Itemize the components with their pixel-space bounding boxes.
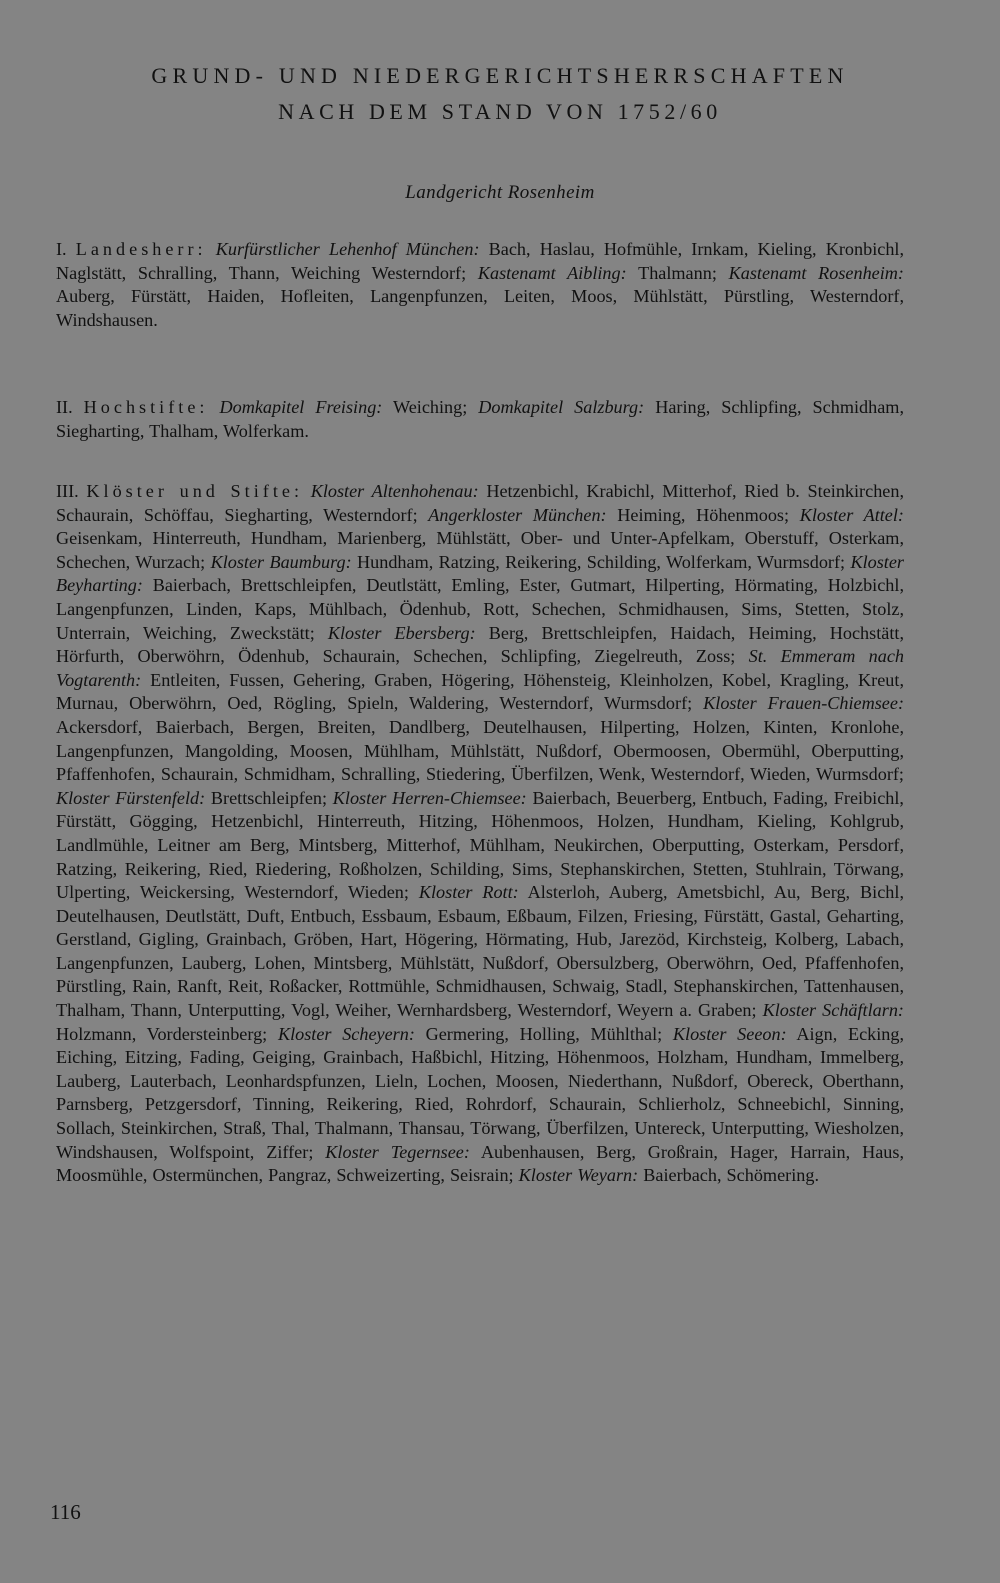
place-list: Aubenhausen, Berg, Großrain, Hager, Harrain, Haus, Moosmühle, Ostermünchen, Pangraz, Schweizerting, Seisrain; (56, 1141, 904, 1186)
section-number: III. (56, 481, 87, 501)
owner-label: Kastenamt Aibling: (477, 262, 627, 283)
owner-label: Kloster Fürstenfeld: (56, 787, 206, 808)
place-list: Haring, Schlipfing, Schmidham, Siegharting, Thalham, Wolferkam. (56, 397, 904, 441)
place-list: Entleiten, Fussen, Gehering, Graben, Högering, Höhensteig, Kleinholzen, Kobel, Kragling, Kreut, Murnau, Oberwöhrn, Oed, Rögling, Spieln, Waldering, Westerndorf, Wurmsdorf; (56, 669, 904, 714)
section-kloester-und-stifte (56, 480, 904, 1188)
place-list: Hetzenbichl, Krabichl, Mitterhof, Ried b. Steinkirchen, Schaurain, Schöffau, Siegharting, Westerndorf; (56, 481, 904, 525)
owner-label: Kloster Rott: (418, 882, 519, 903)
owner-label: Domkapitel Freising: (219, 397, 383, 417)
place-list: Baierbach, Brettschleipfen, Deutlstätt, Emling, Ester, Gutmart, Hilperting, Hörmating, Holzbichl, Langenpfunzen, Linden, Kaps, Mühlbach, Ödenhub, Rott, Schechen, Schmidhausen, Sims, Stetten, Stolz, Unterrain, Weiching, Zweckstätt; (56, 575, 904, 643)
owner-label: Domkapitel Salzburg: (478, 397, 645, 417)
section-hochstifte (56, 396, 904, 443)
owner-label: Kloster Scheyern: (277, 1023, 415, 1044)
place-list: Holzmann, Vordersteinberg; (56, 1023, 278, 1044)
place-list: Heiming, Höhenmoos; (606, 504, 800, 525)
section-subtitle: Landgericht Rosenheim (405, 182, 595, 203)
owner-label: Kloster Weyarn: (518, 1165, 639, 1186)
place-list: Brettschleipfen; (205, 787, 333, 808)
owner-label: Kloster Tegernsee: (325, 1141, 470, 1162)
section-heading: Hochstifte: (83, 397, 209, 417)
place-list: Ackersdorf, Baierbach, Bergen, Breiten, Dandlberg, Deutelhausen, Hilperting, Holzen, Kinten, Kronlohe, Langenpfunzen, Mangolding, Moosen, Mühlham, Mühlstätt, Nußdorf, Obermoosen, Obermühl, Oberputting, Pfaffenhofen, Schaurain, Schmidham, Schralling, Stiedering, Überfilzen, Wenk, Westerndorf, Wieden, Wurmsdorf; (56, 716, 904, 785)
owner-label: Kastenamt Rosenheim: (728, 262, 904, 283)
page-title-line-2: NACH DEM STAND VON 1752/60 (278, 99, 722, 124)
place-list: Alsterloh, Auberg, Ametsbichl, Au, Berg, Bichl, Deutelhausen, Deutlstätt, Duft, Entbuch, Essbaum, Esbaum, Eßbaum, Filzen, Friesing, Fürstätt, Gastal, Geharting, Gerstland, Gigling, Grainbach, Gröben, Hart, Högering, Hörmating, Hub, Jarezöd, Kirchsteig, Kolberg, Labach, Langenpfunzen, Lauberg, Lohen, Mintsberg, Mühlstätt, Nußdorf, Obersulzberg, Oberwöhrn, Oed, Pfaffenhofen, Pürstling, Rain, Ranft, Reit, Roßacker, Rottmühle, Schmidhausen, Schwaig, Stadl, Stephanskirchen, Tattenhausen, Thalham, Thann, Unterputting, Vogl, Weiher, Wernhardsberg, Westerndorf, Weyern a. Graben; (56, 882, 904, 1021)
section-number: II. (56, 397, 84, 417)
place-list: Baierbach, Beuerberg, Entbuch, Fading, Freibichl, Fürstätt, Gögging, Hetzenbichl, Hinterreuth, Hitzing, Höhenmoos, Holzen, Hundham, Kieling, Kohlgrub, Landlmühle, Leitner am Berg, Mintsberg, Mitterhof, Mühlham, Neukirchen, Oberputting, Osterkam, Persdorf, Ratzing, Reikering, Ried, Riedering, Roßholzen, Schilding, Sims, Stephanskirchen, Stetten, Stuhlrain, Törwang, Ulperting, Weickersing, Westerndorf, Wieden; (56, 787, 904, 903)
place-list: Aign, Ecking, Eiching, Eitzing, Fading, Geiging, Grainbach, Haßbichl, Hitzing, Höhenmoos, Holzham, Hundham, Immelberg, Lauberg, Lauterbach, Leonhardspfunzen, Lieln, Lochen, Moosen, Niederthann, Nußdorf, Obereck, Oberthann, Parnsberg, Petzgersdorf, Tinning, Reikering, Ried, Rohrdorf, Schaurain, Schlierholz, Schneebichl, Sinning, Sollach, Steinkirchen, Straß, Thal, Thalmann, Thansau, Törwang, Überfilzen, Untereck, Unterputting, Wiesholzen, Windshausen, Wolfspoint, Ziffer; (56, 1023, 905, 1162)
owner-label: Kloster Beyharting: (56, 551, 905, 596)
page-title-line-1: GRUND- UND NIEDERGERICHTSHERRSCHAFTEN (151, 63, 849, 88)
owner-label: Kloster Altenhohenau: (310, 481, 479, 501)
owner-label: Kloster Attel: (799, 504, 904, 525)
section-number: I. (56, 239, 76, 259)
owner-label: Kloster Baumburg: (210, 551, 352, 572)
owner-label: Kurfürstlicher Lehenhof München: (215, 239, 480, 259)
owner-label: St. Emmeram nach Vogtarenth: (56, 646, 904, 690)
place-list: Thalmann; (626, 262, 729, 283)
owner-label: Kloster Seeon: (672, 1023, 787, 1044)
place-list: Auberg, Fürstätt, Haiden, Hofleiten, Langenpfunzen, Leiten, Moos, Mühlstätt, Pürstling, Westerndorf, Windshausen. (56, 286, 904, 330)
owner-label: Kloster Ebersberg: (327, 622, 476, 643)
owner-label: Angerkloster München: (428, 504, 607, 525)
owner-label: Kloster Frauen-Chiemsee: (703, 693, 905, 714)
place-list: Hundham, Ratzing, Reikering, Schilding, Wolferkam, Wurmsdorf; (351, 551, 851, 572)
place-list: Baierbach, Schömering. (638, 1165, 820, 1186)
section-heading: Landesherr: (75, 239, 207, 259)
place-list: Bach, Haslau, Hofmühle, Irnkam, Kieling, Kronbichl, Naglstätt, Schralling, Thann, Weiching Westerndorf; (56, 239, 905, 283)
place-list: Weiching; (382, 397, 479, 417)
section-landesherr (56, 238, 904, 332)
section-heading: Klöster und Stifte: (86, 481, 304, 501)
owner-label: Kloster Herren-Chiemsee: (332, 787, 527, 808)
place-list: Berg, Brettschleipfen, Haidach, Heiming, Hochstätt, Hörfurth, Oberwöhrn, Ödenhub, Schaurain, Schechen, Schlipfing, Ziegelreuth, Zoss; (56, 622, 904, 667)
page-number: 116 (50, 1500, 81, 1524)
owner-label: Kloster Schäftlarn: (762, 1000, 904, 1021)
place-list: Germering, Holling, Mühlthal; (414, 1023, 673, 1044)
place-list: Geisenkam, Hinterreuth, Hundham, Marienberg, Mühlstätt, Ober- und Unter-Apfelkam, Oberstuff, Osterkam, Schechen, Wurzach; (56, 528, 904, 572)
